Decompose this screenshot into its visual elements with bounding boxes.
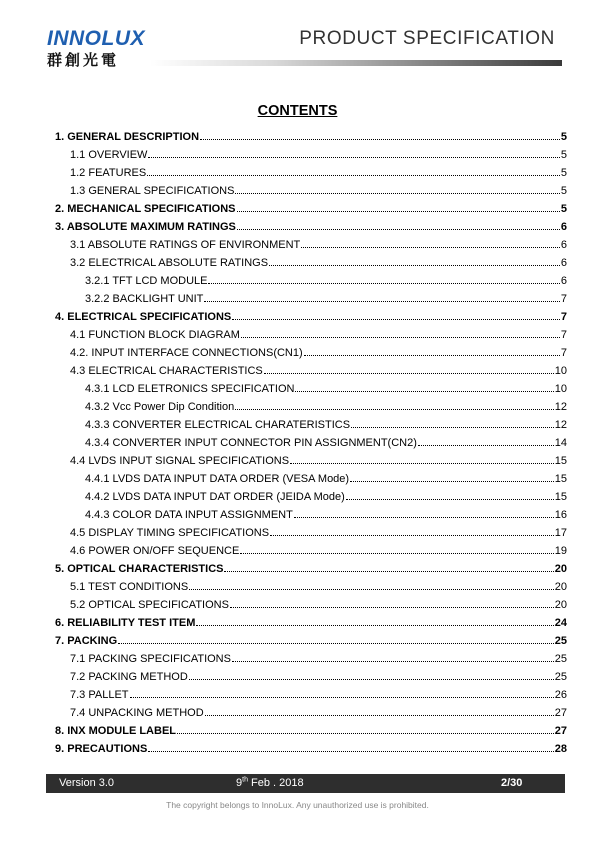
toc-entry-page: 5: [560, 167, 567, 179]
toc-entry-page: 6: [560, 239, 567, 251]
toc-entry[interactable]: [55, 437, 567, 455]
toc-dot-leader: [189, 589, 554, 590]
toc-entry-page: 26: [554, 689, 567, 701]
toc-entry-page: 12: [554, 419, 567, 431]
toc-entry[interactable]: [55, 203, 567, 221]
toc-entry[interactable]: [55, 257, 567, 275]
logo-chinese-text: 群創光電: [47, 51, 120, 69]
toc-dot-leader: [232, 319, 560, 320]
toc-entry[interactable]: [55, 185, 567, 203]
toc-entry[interactable]: [55, 455, 567, 473]
toc-entry-page: 19: [554, 545, 567, 557]
toc-entry-title: 4.2. INPUT INTERFACE CONNECTIONS(CN1): [70, 347, 303, 359]
toc-entry[interactable]: [55, 689, 567, 707]
toc-entry-page: 20: [554, 563, 567, 575]
toc-entry-page: 10: [554, 365, 567, 377]
toc-entry[interactable]: [55, 221, 567, 239]
toc-entry-page: 5: [560, 203, 567, 215]
toc-dot-leader: [189, 679, 554, 680]
toc-entry-title: 5.2 OPTICAL SPECIFICATIONS: [70, 599, 229, 611]
toc-entry[interactable]: [55, 743, 567, 761]
toc-dot-leader: [205, 715, 554, 716]
toc-entry-page: 15: [554, 491, 567, 503]
toc-entry[interactable]: [55, 599, 567, 617]
toc-entry-page: 20: [554, 599, 567, 611]
toc-dot-leader: [230, 607, 554, 608]
toc-entry[interactable]: [55, 167, 567, 185]
toc-entry-page: 27: [554, 707, 567, 719]
header-divider: [150, 60, 562, 66]
toc-dot-leader: [232, 661, 554, 662]
toc-dot-leader: [304, 355, 560, 356]
toc-entry-title: 4.6 POWER ON/OFF SEQUENCE: [70, 545, 240, 557]
toc-entry-page: 15: [554, 473, 567, 485]
toc-entry-page: 6: [560, 257, 567, 269]
toc-entry-title: 6. RELIABILITY TEST ITEM: [55, 617, 196, 629]
toc-dot-leader: [196, 625, 553, 626]
toc-entry-title: 4.3 ELECTRICAL CHARACTERISTICS: [70, 365, 263, 377]
toc-entry-title: 4.4.3 COLOR DATA INPUT ASSIGNMENT: [85, 509, 293, 521]
toc-entry-title: 4.3.3 CONVERTER ELECTRICAL CHARATERISTICS: [85, 419, 351, 431]
toc-dot-leader: [177, 733, 554, 734]
toc-entry-title: 4. ELECTRICAL SPECIFICATIONS: [55, 311, 232, 323]
toc-entry-page: 20: [554, 581, 567, 593]
toc-dot-leader: [290, 463, 554, 464]
toc-entry[interactable]: [55, 131, 567, 149]
toc-dot-leader: [295, 391, 553, 392]
toc-dot-leader: [240, 553, 553, 554]
toc-entry[interactable]: [55, 293, 567, 311]
toc-entry-title: 1.3 GENERAL SPECIFICATIONS: [70, 185, 235, 197]
toc-entry[interactable]: [55, 383, 567, 401]
toc-dot-leader: [204, 301, 559, 302]
toc-entry-page: 24: [554, 617, 567, 629]
toc-dot-leader: [235, 409, 554, 410]
toc-entry-page: 15: [554, 455, 567, 467]
toc-entry[interactable]: [55, 473, 567, 491]
toc-entry-title: 4.5 DISPLAY TIMING SPECIFICATIONS: [70, 527, 270, 539]
toc-entry-title: 7.4 UNPACKING METHOD: [70, 707, 204, 719]
toc-entry-page: 7: [560, 347, 567, 359]
toc-dot-leader: [418, 445, 554, 446]
toc-entry-page: 27: [554, 725, 567, 737]
toc-entry[interactable]: [55, 653, 567, 671]
toc-entry-title: 4.3.2 Vcc Power Dip Condition: [85, 401, 235, 413]
toc-dot-leader: [235, 193, 559, 194]
toc-entry-page: 7: [560, 311, 567, 323]
toc-entry[interactable]: [55, 149, 567, 167]
toc-entry[interactable]: [55, 275, 567, 293]
footer-bar: [46, 774, 565, 793]
toc-entry-title: 4.4.2 LVDS DATA INPUT DAT ORDER (JEIDA Mode): [85, 491, 345, 503]
toc-entry-title: 1.1 OVERVIEW: [70, 149, 148, 161]
toc-entry-title: 4.3.1 LCD ELETRONICS SPECIFICATION: [85, 383, 295, 395]
toc-entry[interactable]: [55, 419, 567, 437]
toc-entry-page: 16: [554, 509, 567, 521]
toc-entry[interactable]: [55, 563, 567, 581]
toc-dot-leader: [148, 157, 559, 158]
toc-entry-page: 17: [554, 527, 567, 539]
toc-entry[interactable]: [55, 329, 567, 347]
toc-dot-leader: [237, 211, 560, 212]
toc-dot-leader: [200, 139, 560, 140]
toc-entry-title: 7. PACKING: [55, 635, 118, 647]
toc-entry-page: 5: [560, 185, 567, 197]
toc-dot-leader: [118, 643, 554, 644]
toc-entry-title: 8. INX MODULE LABEL: [55, 725, 177, 737]
toc-entry-page: 5: [560, 149, 567, 161]
toc-entry-title: 5. OPTICAL CHARACTERISTICS: [55, 563, 224, 575]
toc-entry-title: 7.3 PALLET: [70, 689, 129, 701]
toc-entry-page: 5: [560, 131, 567, 143]
toc-entry-title: 3. ABSOLUTE MAXIMUM RATINGS: [55, 221, 236, 233]
logo-english-text: INNOLUX: [47, 27, 145, 50]
toc-dot-leader: [346, 499, 554, 500]
toc-entry[interactable]: [55, 347, 567, 365]
toc-entry[interactable]: [55, 635, 567, 653]
toc-entry[interactable]: [55, 581, 567, 599]
toc-dot-leader: [350, 481, 554, 482]
toc-entry[interactable]: [55, 725, 567, 743]
contents-heading: CONTENTS: [257, 103, 338, 119]
copyright-notice: The copyright belongs to InnoLux. Any unauthorized use is prohibited.: [166, 800, 429, 810]
toc-dot-leader: [237, 229, 560, 230]
toc-entry-page: 25: [554, 635, 567, 647]
toc-entry-title: 3.1 ABSOLUTE RATINGS OF ENVIRONMENT: [70, 239, 301, 251]
toc-entry-title: 4.4.1 LVDS DATA INPUT DATA ORDER (VESA Mode): [85, 473, 350, 485]
toc-entry-title: 4.1 FUNCTION BLOCK DIAGRAM: [70, 329, 240, 341]
toc-entry-page: 7: [560, 293, 567, 305]
toc-entry[interactable]: [55, 239, 567, 257]
toc-dot-leader: [224, 571, 553, 572]
toc-dot-leader: [208, 283, 559, 284]
toc-entry[interactable]: [55, 491, 567, 509]
toc-entry-page: 6: [560, 221, 567, 233]
toc-dot-leader: [264, 373, 554, 374]
toc-dot-leader: [147, 175, 560, 176]
toc-entry-title: 5.1 TEST CONDITIONS: [70, 581, 189, 593]
table-of-contents: [55, 131, 567, 761]
footer-date-day: 9: [236, 777, 243, 789]
toc-entry-title: 1.2 FEATURES: [70, 167, 147, 179]
toc-dot-leader: [130, 697, 554, 698]
toc-dot-leader: [301, 247, 560, 248]
toc-entry-title: 7.2 PACKING METHOD: [70, 671, 188, 683]
toc-entry[interactable]: [55, 707, 567, 725]
toc-entry[interactable]: [55, 311, 567, 329]
toc-entry[interactable]: [55, 401, 567, 419]
footer-date-rest: Feb . 2018: [247, 777, 304, 789]
toc-entry[interactable]: [55, 509, 567, 527]
footer-version: Version 3.0: [59, 777, 115, 789]
toc-entry[interactable]: [55, 545, 567, 563]
toc-dot-leader: [351, 427, 554, 428]
toc-entry-page: 12: [554, 401, 567, 413]
toc-entry-title: 7.1 PACKING SPECIFICATIONS: [70, 653, 231, 665]
company-logo: [47, 28, 147, 74]
toc-dot-leader: [241, 337, 560, 338]
toc-entry-title: 1. GENERAL DESCRIPTION: [55, 131, 200, 143]
toc-entry-page: 14: [554, 437, 567, 449]
toc-entry-title: 4.4 LVDS INPUT SIGNAL SPECIFICATIONS: [70, 455, 290, 467]
toc-entry-title: 3.2.2 BACKLIGHT UNIT: [85, 293, 204, 305]
toc-entry-page: 28: [554, 743, 567, 755]
toc-entry[interactable]: [55, 365, 567, 383]
toc-entry[interactable]: [55, 671, 567, 689]
toc-entry-page: 7: [560, 329, 567, 341]
toc-entry-page: 25: [554, 671, 567, 683]
toc-entry-page: 6: [560, 275, 567, 287]
toc-entry-title: 4.3.4 CONVERTER INPUT CONNECTOR PIN ASSIGNMENT(CN2): [85, 437, 417, 449]
toc-entry-title: 9. PRECAUTIONS: [55, 743, 148, 755]
toc-dot-leader: [270, 535, 554, 536]
document-title: PRODUCT SPECIFICATION: [299, 28, 555, 49]
toc-entry-page: 10: [554, 383, 567, 395]
toc-dot-leader: [294, 517, 554, 518]
toc-entry[interactable]: [55, 617, 567, 635]
toc-entry-page: 25: [554, 653, 567, 665]
footer-page-number: 2/30: [501, 777, 523, 789]
toc-dot-leader: [148, 751, 553, 752]
toc-entry[interactable]: [55, 527, 567, 545]
toc-entry-title: 3.2.1 TFT LCD MODULE: [85, 275, 208, 287]
toc-dot-leader: [269, 265, 560, 266]
footer-date: [236, 777, 304, 789]
footer-date-suffix: th: [242, 776, 248, 784]
toc-entry-title: 3.2 ELECTRICAL ABSOLUTE RATINGS: [70, 257, 269, 269]
toc-entry-title: 2. MECHANICAL SPECIFICATIONS: [55, 203, 236, 215]
